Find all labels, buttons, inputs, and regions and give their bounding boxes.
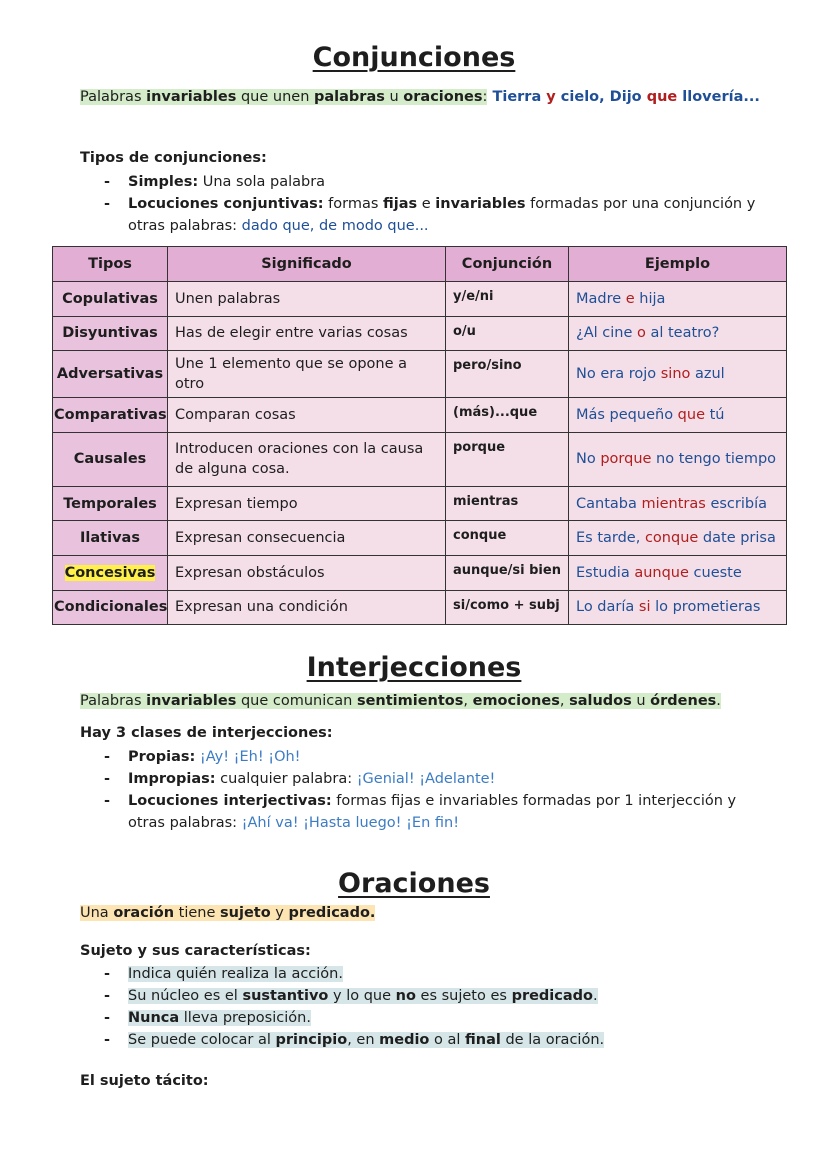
- oraciones-definition: Una oración tiene sujeto y predicado.: [80, 905, 376, 921]
- ejemplo-text: tú: [705, 406, 725, 423]
- header-tipos: Tipos: [53, 247, 168, 282]
- ejemplo-text: cueste: [688, 564, 742, 581]
- table-header-row: [53, 247, 787, 282]
- cell-tipo: [53, 398, 168, 433]
- ejemplo-text: lo prometieras: [650, 599, 761, 616]
- tipo-label: Causales: [73, 451, 147, 468]
- ejemplo-text: Cantaba: [576, 495, 642, 512]
- cell-tipo: [53, 521, 168, 556]
- ejemplo-text: Más pequeño: [576, 406, 678, 423]
- list-item-propias: - Propias: ¡Ay! ¡Eh! ¡Oh!: [80, 746, 780, 768]
- tipo-label: Concesivas: [64, 564, 156, 581]
- cell-conjuncion: mientras: [446, 486, 569, 521]
- cell-tipo: [53, 555, 168, 590]
- cell-conjuncion: y/e/ni: [446, 282, 569, 317]
- table-row: [53, 521, 787, 556]
- cell-conjuncion: pero/sino: [446, 351, 569, 398]
- highlighted-text: Nunca lleva preposición.: [128, 1010, 311, 1026]
- header-ejemplo: Ejemplo: [569, 247, 787, 282]
- cell-significado: Has de elegir entre varias cosas: [168, 316, 446, 351]
- highlighted-text: Se puede colocar al principio, en medio o al final de la oración.: [128, 1032, 605, 1048]
- ejemplo-conjuncion: aunque: [634, 564, 689, 581]
- ejemplo-text: escribía: [705, 495, 768, 512]
- list-item: [80, 1007, 780, 1029]
- table-body: [53, 282, 787, 625]
- highlighted-text: Indica quién realiza la acción.: [128, 966, 343, 982]
- ejemplo-conjuncion: si: [638, 599, 651, 616]
- cell-significado: Unen palabras: [168, 282, 446, 317]
- tipo-label: Temporales: [63, 495, 157, 512]
- cell-tipo: [53, 316, 168, 351]
- table-row: [53, 316, 787, 351]
- table-row: [53, 282, 787, 317]
- ejemplo-conjuncion: sino: [660, 366, 691, 383]
- cell-tipo: [53, 486, 168, 521]
- table-row: [53, 555, 787, 590]
- cell-conjuncion: o/u: [446, 316, 569, 351]
- list-item-locuciones: - Locuciones conjuntivas: formas fijas e invariables formadas por una conjunción y otras palabras: dado que, de modo que...: [80, 193, 780, 237]
- ejemplo-conjuncion: e: [625, 290, 635, 307]
- cell-significado: Une 1 elemento que se opone a otro: [168, 351, 446, 398]
- ejemplo-text: Lo daría: [576, 599, 639, 616]
- cell-significado: Expresan tiempo: [168, 486, 446, 521]
- list-item: [80, 985, 780, 1007]
- cell-ejemplo: [569, 521, 787, 556]
- tipo-label: Comparativas: [54, 406, 167, 423]
- header-significado: Significado: [168, 247, 446, 282]
- ejemplo-text: al teatro?: [645, 325, 720, 342]
- table-row: [53, 398, 787, 433]
- conjunciones-definition: Palabras invariables que unen palabras u oraciones:: [80, 89, 488, 105]
- list-item-impropias: - Impropias: cualquier palabra: ¡Genial! ¡Adelante!: [80, 768, 780, 790]
- cell-ejemplo: [569, 351, 787, 398]
- list-item-locuciones-interjectivas: - Locuciones interjectivas: formas fijas e invariables formadas por 1 interjección y otras palabras: ¡Ahí va! ¡Hasta luego! ¡En fin!: [80, 790, 780, 834]
- sujeto-tacito-heading: El sujeto tácito:: [80, 1073, 209, 1089]
- list-item-simples: - Simples: Una sola palabra: [80, 171, 780, 193]
- cell-ejemplo: [569, 555, 787, 590]
- intro-example: Tierra y cielo, Dijo que llovería...: [487, 89, 760, 105]
- clases-heading: Hay 3 clases de interjecciones:: [80, 725, 333, 741]
- cell-significado: Introducen oraciones con la causa de alguna cosa.: [168, 432, 446, 486]
- tipo-label: Condicionales: [54, 599, 168, 616]
- table-row: [53, 432, 787, 486]
- clases-list: [80, 746, 780, 834]
- ejemplo-text: azul: [690, 366, 725, 383]
- highlighted-text: Su núcleo es el sustantivo y lo que no es sujeto es predicado.: [128, 988, 598, 1004]
- cell-significado: Expresan obstáculos: [168, 555, 446, 590]
- oraciones-title: Oraciones: [338, 868, 490, 899]
- conjunciones-table: [52, 246, 787, 625]
- ejemplo-conjuncion: conque: [644, 530, 699, 547]
- cell-significado: Expresan una condición: [168, 590, 446, 625]
- ejemplo-text: No: [576, 451, 601, 468]
- cell-ejemplo: [569, 282, 787, 317]
- table-row: [53, 486, 787, 521]
- sujeto-heading: Sujeto y sus características:: [80, 943, 311, 959]
- sujeto-list: [80, 963, 780, 1051]
- cell-ejemplo: [569, 486, 787, 521]
- cell-tipo: [53, 432, 168, 486]
- ejemplo-text: no tengo tiempo: [651, 451, 777, 468]
- ejemplo-text: Madre: [576, 290, 626, 307]
- tipo-label: Disyuntivas: [62, 325, 158, 342]
- tipo-label: Adversativas: [56, 366, 164, 383]
- ejemplo-conjuncion: que: [677, 406, 705, 423]
- cell-significado: Comparan cosas: [168, 398, 446, 433]
- cell-ejemplo: [569, 398, 787, 433]
- cell-conjuncion: conque: [446, 521, 569, 556]
- interjecciones-title: Interjecciones: [306, 652, 522, 683]
- ejemplo-text: ¿Al cine: [576, 325, 637, 342]
- cell-tipo: [53, 282, 168, 317]
- tipo-label: Copulativas: [62, 290, 158, 307]
- table-row: [53, 590, 787, 625]
- header-conjuncion: Conjunción: [446, 247, 569, 282]
- cell-ejemplo: [569, 590, 787, 625]
- tipos-heading: Tipos de conjunciones:: [80, 150, 267, 166]
- ejemplo-text: date prisa: [698, 530, 776, 547]
- ejemplo-text: Estudia: [576, 564, 635, 581]
- ejemplo-text: hija: [634, 290, 666, 307]
- tipos-list: [80, 171, 780, 237]
- conjunciones-title: Conjunciones: [312, 42, 516, 73]
- ejemplo-text: Es tarde,: [576, 530, 645, 547]
- cell-conjuncion: porque: [446, 432, 569, 486]
- cell-tipo: [53, 351, 168, 398]
- cell-ejemplo: [569, 432, 787, 486]
- list-item: [80, 1029, 780, 1051]
- ejemplo-conjuncion: o: [636, 325, 646, 342]
- conjunciones-intro: [80, 89, 760, 105]
- cell-conjuncion: si/como + subj: [446, 590, 569, 625]
- list-item: [80, 963, 780, 985]
- table-row: [53, 351, 787, 398]
- tipo-label: Ilativas: [80, 530, 140, 547]
- interjecciones-definition: Palabras invariables que comunican sentimientos, emociones, saludos u órdenes.: [80, 693, 721, 709]
- ejemplo-conjuncion: porque: [600, 451, 652, 468]
- ejemplo-conjuncion: mientras: [641, 495, 706, 512]
- cell-ejemplo: [569, 316, 787, 351]
- cell-conjuncion: aunque/si bien: [446, 555, 569, 590]
- cell-significado: Expresan consecuencia: [168, 521, 446, 556]
- cell-conjuncion: (más)...que: [446, 398, 569, 433]
- cell-tipo: [53, 590, 168, 625]
- ejemplo-text: No era rojo: [576, 366, 661, 383]
